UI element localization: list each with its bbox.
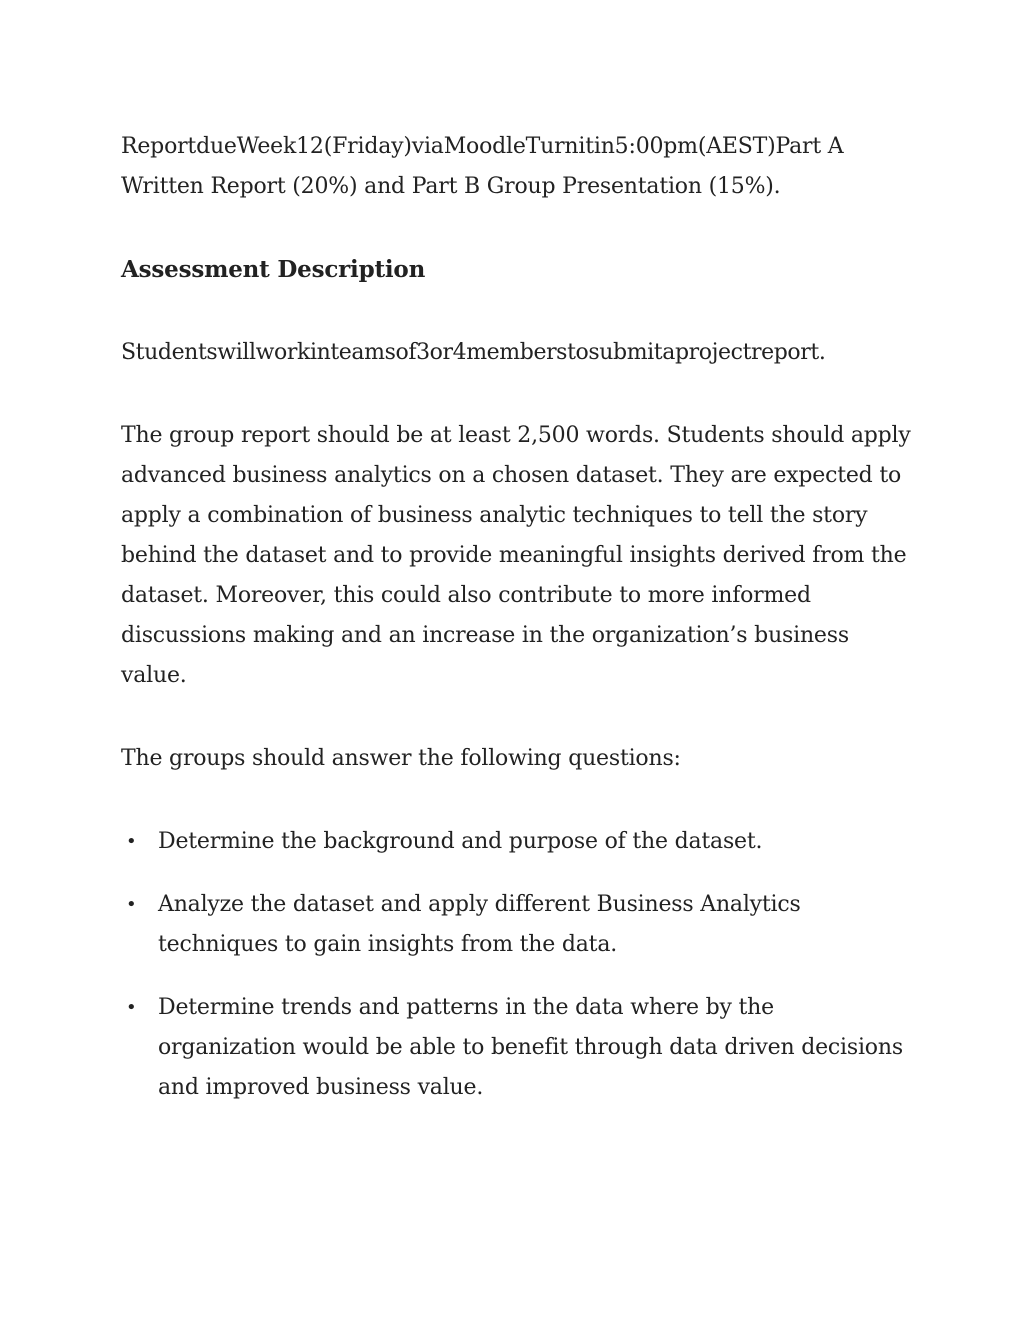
list-item-text: Determine trends and patterns in the data where by the organization would be able to benefit through data driven decisions and improved business value. [158, 995, 903, 1100]
list-item-text: Analyze the dataset and apply different Business Analytics techniques to gain insights from the data. [158, 892, 801, 957]
list-item [121, 822, 911, 862]
questions-list [121, 822, 911, 1108]
intro-paragraph: ReportdueWeek12(Friday)viaMoodleTurnitin5:00pm(AEST)Part A Written Report (20%) and Part B Group Presentation (15%). [121, 134, 844, 199]
team-size-paragraph: Studentswillworkinteamsof3or4memberstosubmitaprojectreport. [121, 340, 826, 365]
list-item-text: Determine the background and purpose of the dataset. [158, 829, 763, 854]
bullet-icon: • [126, 894, 137, 915]
list-item [121, 988, 911, 1108]
list-item [121, 885, 911, 965]
document-page [121, 127, 911, 1131]
bullet-icon: • [126, 831, 137, 852]
report-requirements-paragraph: The group report should be at least 2,500 words. Students should apply advanced business analytics on a chosen dataset. They are expected to apply a combination of business analytic techniques to tell the story behind the dataset and to provide meaningful insights derived from the dataset. Moreover, this could also contribute to more informed discussions making and an increase in the organization’s business value. [121, 423, 911, 688]
bullet-icon: • [126, 997, 137, 1018]
questions-lead-paragraph: The groups should answer the following questions: [121, 746, 681, 771]
section-heading: Assessment Description [121, 256, 426, 283]
